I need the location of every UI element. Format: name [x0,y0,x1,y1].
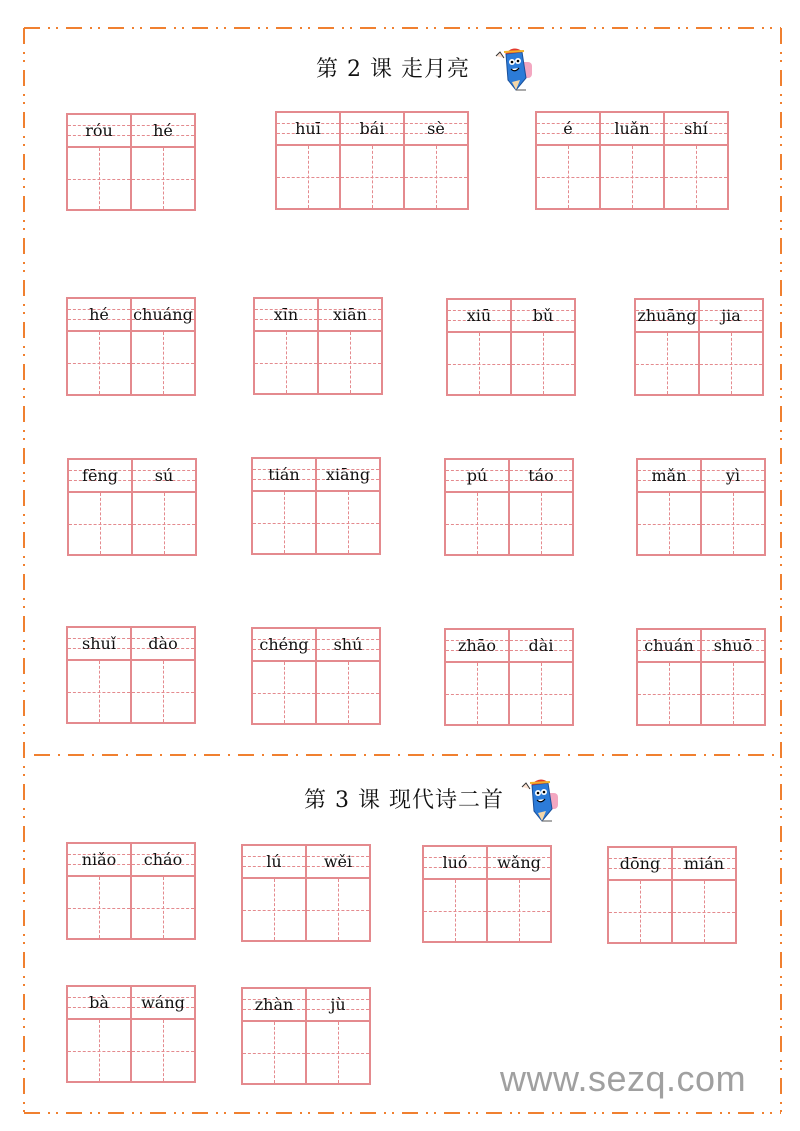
writing-box[interactable] [700,333,762,394]
writing-box[interactable] [510,663,572,724]
pinyin-label: wáng [141,993,185,1012]
writing-box[interactable] [277,146,339,208]
pinyin-label: shú [333,635,363,654]
writing-box[interactable] [68,1020,130,1081]
writing-box[interactable] [638,493,700,554]
writing-box[interactable] [68,877,130,938]
writing-box[interactable] [405,146,467,208]
writing-box[interactable] [537,146,599,208]
writing-box[interactable] [253,492,315,553]
pencil-mascot-icon [518,773,562,827]
writing-box[interactable] [68,148,130,209]
pinyin-grid [66,113,196,211]
writing-box[interactable] [424,880,486,941]
pinyin-label: sè [427,119,445,138]
pinyin-label: shuō [713,636,753,655]
pinyin-grid [251,457,381,555]
writing-box[interactable] [253,662,315,723]
pinyin-label: mǎn [651,466,687,485]
pinyin-grid [636,628,766,726]
writing-box[interactable] [243,879,305,940]
writing-box[interactable] [317,662,379,723]
pinyin-grid [444,628,574,726]
writing-box[interactable] [446,663,508,724]
pinyin-grid [636,458,766,556]
pinyin-grid [241,987,371,1085]
writing-box[interactable] [132,148,194,209]
pinyin-label: wǎng [497,853,541,872]
writing-box[interactable] [601,146,663,208]
writing-box[interactable] [702,663,764,724]
pinyin-label: jù [330,995,346,1014]
pinyin-label: chéng [259,635,309,654]
writing-box[interactable] [673,881,735,942]
pinyin-label: zhāo [458,636,496,655]
pinyin-label: tián [268,465,300,484]
writing-box[interactable] [69,493,131,554]
pinyin-grid [66,626,196,724]
writing-box[interactable] [255,332,317,393]
writing-box[interactable] [132,877,194,938]
writing-box[interactable] [488,880,550,941]
pinyin-grid [251,627,381,725]
pinyin-label: chuáng [133,305,193,324]
pinyin-label: lú [266,852,282,871]
pinyin-label: yì [725,466,741,485]
pinyin-label: róu [85,121,113,140]
pinyin-grid [422,845,552,943]
pinyin-grid [275,111,469,210]
pinyin-label: shuǐ [82,634,116,653]
pinyin-grid [634,298,764,396]
pinyin-label: mián [683,854,725,873]
writing-box[interactable] [132,661,194,722]
pinyin-label: luó [442,853,468,872]
writing-box[interactable] [341,146,403,208]
pinyin-label: huī [295,119,321,138]
pinyin-grid [66,842,196,940]
writing-box[interactable] [665,146,727,208]
writing-box[interactable] [132,1020,194,1081]
pinyin-label: hé [153,121,173,140]
pencil-mascot-icon [492,42,536,96]
pinyin-grid [607,846,737,944]
pinyin-grid [66,297,196,396]
pinyin-label: dài [528,636,554,655]
pinyin-label: luǎn [614,119,650,138]
writing-box[interactable] [510,493,572,554]
writing-box[interactable] [317,492,379,553]
writing-box[interactable] [243,1022,305,1083]
writing-box[interactable] [636,333,698,394]
pinyin-grid [66,985,196,1083]
pinyin-label: bǔ [532,306,554,325]
writing-box[interactable] [512,333,574,394]
lesson-3-title: 第 3 课 现代诗二首 [304,788,504,813]
writing-box[interactable] [68,661,130,722]
pinyin-label: sú [154,466,174,485]
pinyin-label: dōng [619,854,661,873]
writing-box[interactable] [638,663,700,724]
writing-box[interactable] [307,879,369,940]
pinyin-label: dào [148,634,178,653]
pinyin-label: jia [721,306,741,325]
pinyin-label: fēng [82,466,118,485]
lesson-2-title: 第 2 课 走月亮 [316,57,470,82]
pinyin-label: niǎo [81,850,117,869]
watermark: www.sezq.com [500,1058,747,1099]
pinyin-label: xiū [466,306,492,325]
pinyin-grid [253,297,383,395]
pinyin-grid [67,458,197,556]
pinyin-grid [444,458,574,556]
pinyin-grid [241,844,371,942]
pinyin-grid [535,111,729,210]
writing-box[interactable] [446,493,508,554]
writing-box[interactable] [132,332,194,394]
writing-box[interactable] [448,333,510,394]
writing-box[interactable] [609,881,671,942]
pinyin-label: zhàn [254,995,294,1014]
writing-box[interactable] [307,1022,369,1083]
writing-box[interactable] [68,332,130,394]
pinyin-label: pú [466,466,488,485]
pinyin-label: táo [528,466,554,485]
pinyin-label: chuán [644,636,694,655]
pinyin-grid [446,298,576,396]
pinyin-label: zhuāng [637,306,697,325]
pinyin-label: bà [89,993,109,1012]
pinyin-label: bái [359,119,385,138]
pinyin-label: cháo [143,850,183,869]
pinyin-label: shí [684,119,708,138]
pinyin-label: xīn [273,305,299,324]
pinyin-label: é [563,119,573,138]
writing-box[interactable] [133,493,195,554]
pinyin-label: wěi [323,852,353,871]
pinyin-label: hé [89,305,109,324]
writing-box[interactable] [702,493,764,554]
writing-box[interactable] [319,332,381,393]
pinyin-label: xiāng [325,465,371,484]
pinyin-label: xiān [333,305,367,324]
